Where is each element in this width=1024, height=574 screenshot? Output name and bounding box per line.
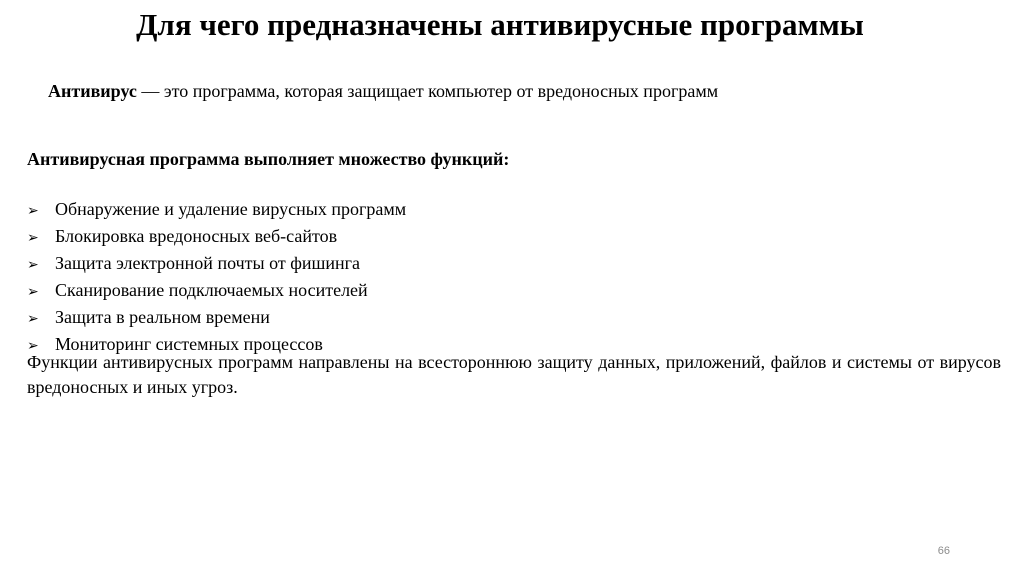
summary-paragraph: Функции антивирусных программ направлены на всестороннюю защиту данных, приложений, файлов и системы от вирусов вредоносных и иных угроз.: [27, 352, 1001, 397]
page-number: 66: [937, 545, 950, 557]
arrowhead-bullet-icon: ➢: [27, 203, 39, 219]
list-item: [27, 305, 406, 332]
list-item-text: Защита в реальном времени: [55, 307, 270, 327]
list-item-text: Сканирование подключаемых носителей: [55, 280, 368, 300]
arrowhead-bullet-icon: ➢: [27, 257, 39, 273]
definition: [48, 79, 718, 103]
list-item: [27, 278, 406, 305]
arrowhead-bullet-icon: ➢: [27, 311, 39, 327]
list-item-text: Защита электронной почты от фишинга: [55, 253, 361, 273]
definition-term: Антивирус: [48, 81, 137, 101]
list-item-text: Обнаружение и удаление вирусных программ: [55, 199, 407, 219]
list-item-text: Мониторинг системных процессов: [55, 334, 323, 354]
arrowhead-bullet-icon: ➢: [27, 230, 39, 246]
arrowhead-bullet-icon: ➢: [27, 284, 39, 300]
list-item: [27, 197, 406, 224]
list-item-text: Блокировка вредоносных веб-сайтов: [55, 226, 338, 246]
list-item: [27, 251, 406, 278]
list-item: [27, 224, 406, 251]
arrowhead-bullet-icon: ➢: [27, 338, 39, 354]
definition-text: — это программа, которая защищает компьютер от вредоносных программ: [136, 81, 719, 101]
functions-list: [27, 197, 406, 359]
functions-heading: Антивирусная программа выполняет множество функций:: [27, 149, 510, 169]
slide-title: Для чего предназначены антивирусные программы: [136, 7, 864, 42]
